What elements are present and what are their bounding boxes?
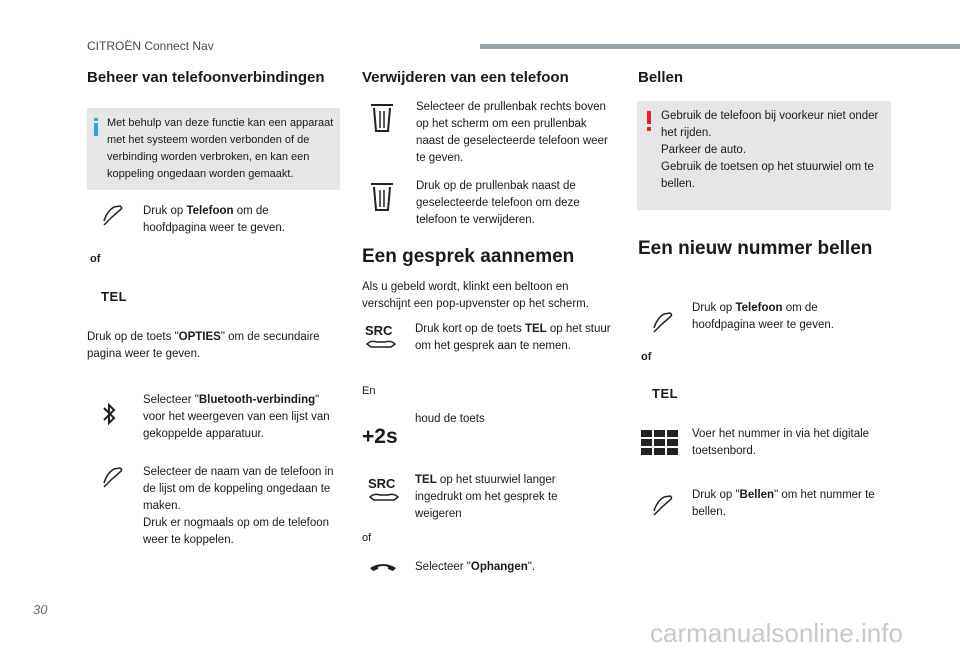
step-tel-reject: TEL op het stuurwiel langer ingedrukt om het gesprek te weigeren [415,474,558,520]
page-number: 30 [33,602,48,617]
step-src-answer: Druk kort op de toets TEL op het stuur om het gesprek aan te nemen. [415,323,611,352]
trash-icon [370,182,394,212]
keypad-icon [641,430,679,456]
hang-up-icon [369,562,397,572]
and-label: En [362,385,376,397]
tel-button-label: TEL [101,289,128,304]
info-icon [93,118,99,136]
bluetooth-icon [102,400,116,428]
src-button-icon: SRC [368,476,408,501]
step-bluetooth: Selecteer "Bluetooth-verbinding" voor het weergeven van een lijst van gekoppelde apparatuur. [143,394,330,440]
watermark: carmanualsonline.info [650,618,903,648]
step-bellen: Druk op "Bellen" om het nummer te bellen. [692,489,875,518]
warning-icon [646,111,652,131]
step-hang-up: Selecteer "Ophangen". [415,561,536,573]
header-title: CITROËN Connect Nav [87,39,214,53]
step-select-name: Selecteer de naam van de telefoon in de lijst om de koppeling ongedaan te maken. Druk er nogmaals op om de telefoon weer te koppelen. [143,466,334,546]
or-label: of [641,351,652,363]
heading-new-number: Een nieuw nummer bellen [638,238,873,259]
touch-icon [650,310,674,334]
trash-icon [370,103,394,133]
info-box [87,108,340,190]
touch-icon [100,465,124,489]
warning-box [637,101,891,210]
step-trash-select: Selecteer de prullenbak rechts boven op het scherm om een prullenbak naast de geselecteerde telefoon weer te geven. [416,101,608,164]
info-box-text: Met behulp van deze functie kan een apparaat met het systeem worden verbonden of de verbinding worden verbroken, en kan een koppeling ongedaan worden gemaakt. [107,117,334,180]
touch-icon [100,203,124,227]
heading-manage-connections: Beheer van telefoonverbindingen [87,69,325,86]
heading-calling: Bellen [638,69,684,86]
heading-delete-phone: Verwijderen van een telefoon [362,69,569,86]
src-button-icon: SRC [365,323,405,348]
heading-answer-call: Een gesprek aannemen [362,246,575,267]
intro-answer: Als u gebeld wordt, klinkt een beltoon en verschijnt een pop-upvenster op het scherm. [362,281,589,310]
step-trash-delete: Druk op de prullenbak naast de geselecteerde telefoon om deze telefoon te verwijderen. [416,180,580,226]
paragraph-opties: Druk op de toets "OPTIES" om de secundaire pagina weer te geven. [87,331,320,360]
or-label: of [90,253,101,265]
tel-button-label: TEL [652,386,679,401]
plus-2s-icon: +2s [362,425,398,448]
touch-icon [650,493,674,517]
header-bar [480,44,960,49]
step-telefoon: Druk op Telefoon om de hoofdpagina weer te geven. [143,205,285,234]
or-label: of [362,532,372,544]
hold-text: houd de toets [415,413,485,425]
step-keypad: Voer het nummer in via het digitale toetsenbord. [692,428,870,457]
warning-text: Gebruik de telefoon bij voorkeur niet onder het rijden. Parkeer de auto. Gebruik de toetsen op het stuurwiel om te bellen. [661,110,879,190]
step-telefoon: Druk op Telefoon om de hoofdpagina weer te geven. [692,302,834,331]
